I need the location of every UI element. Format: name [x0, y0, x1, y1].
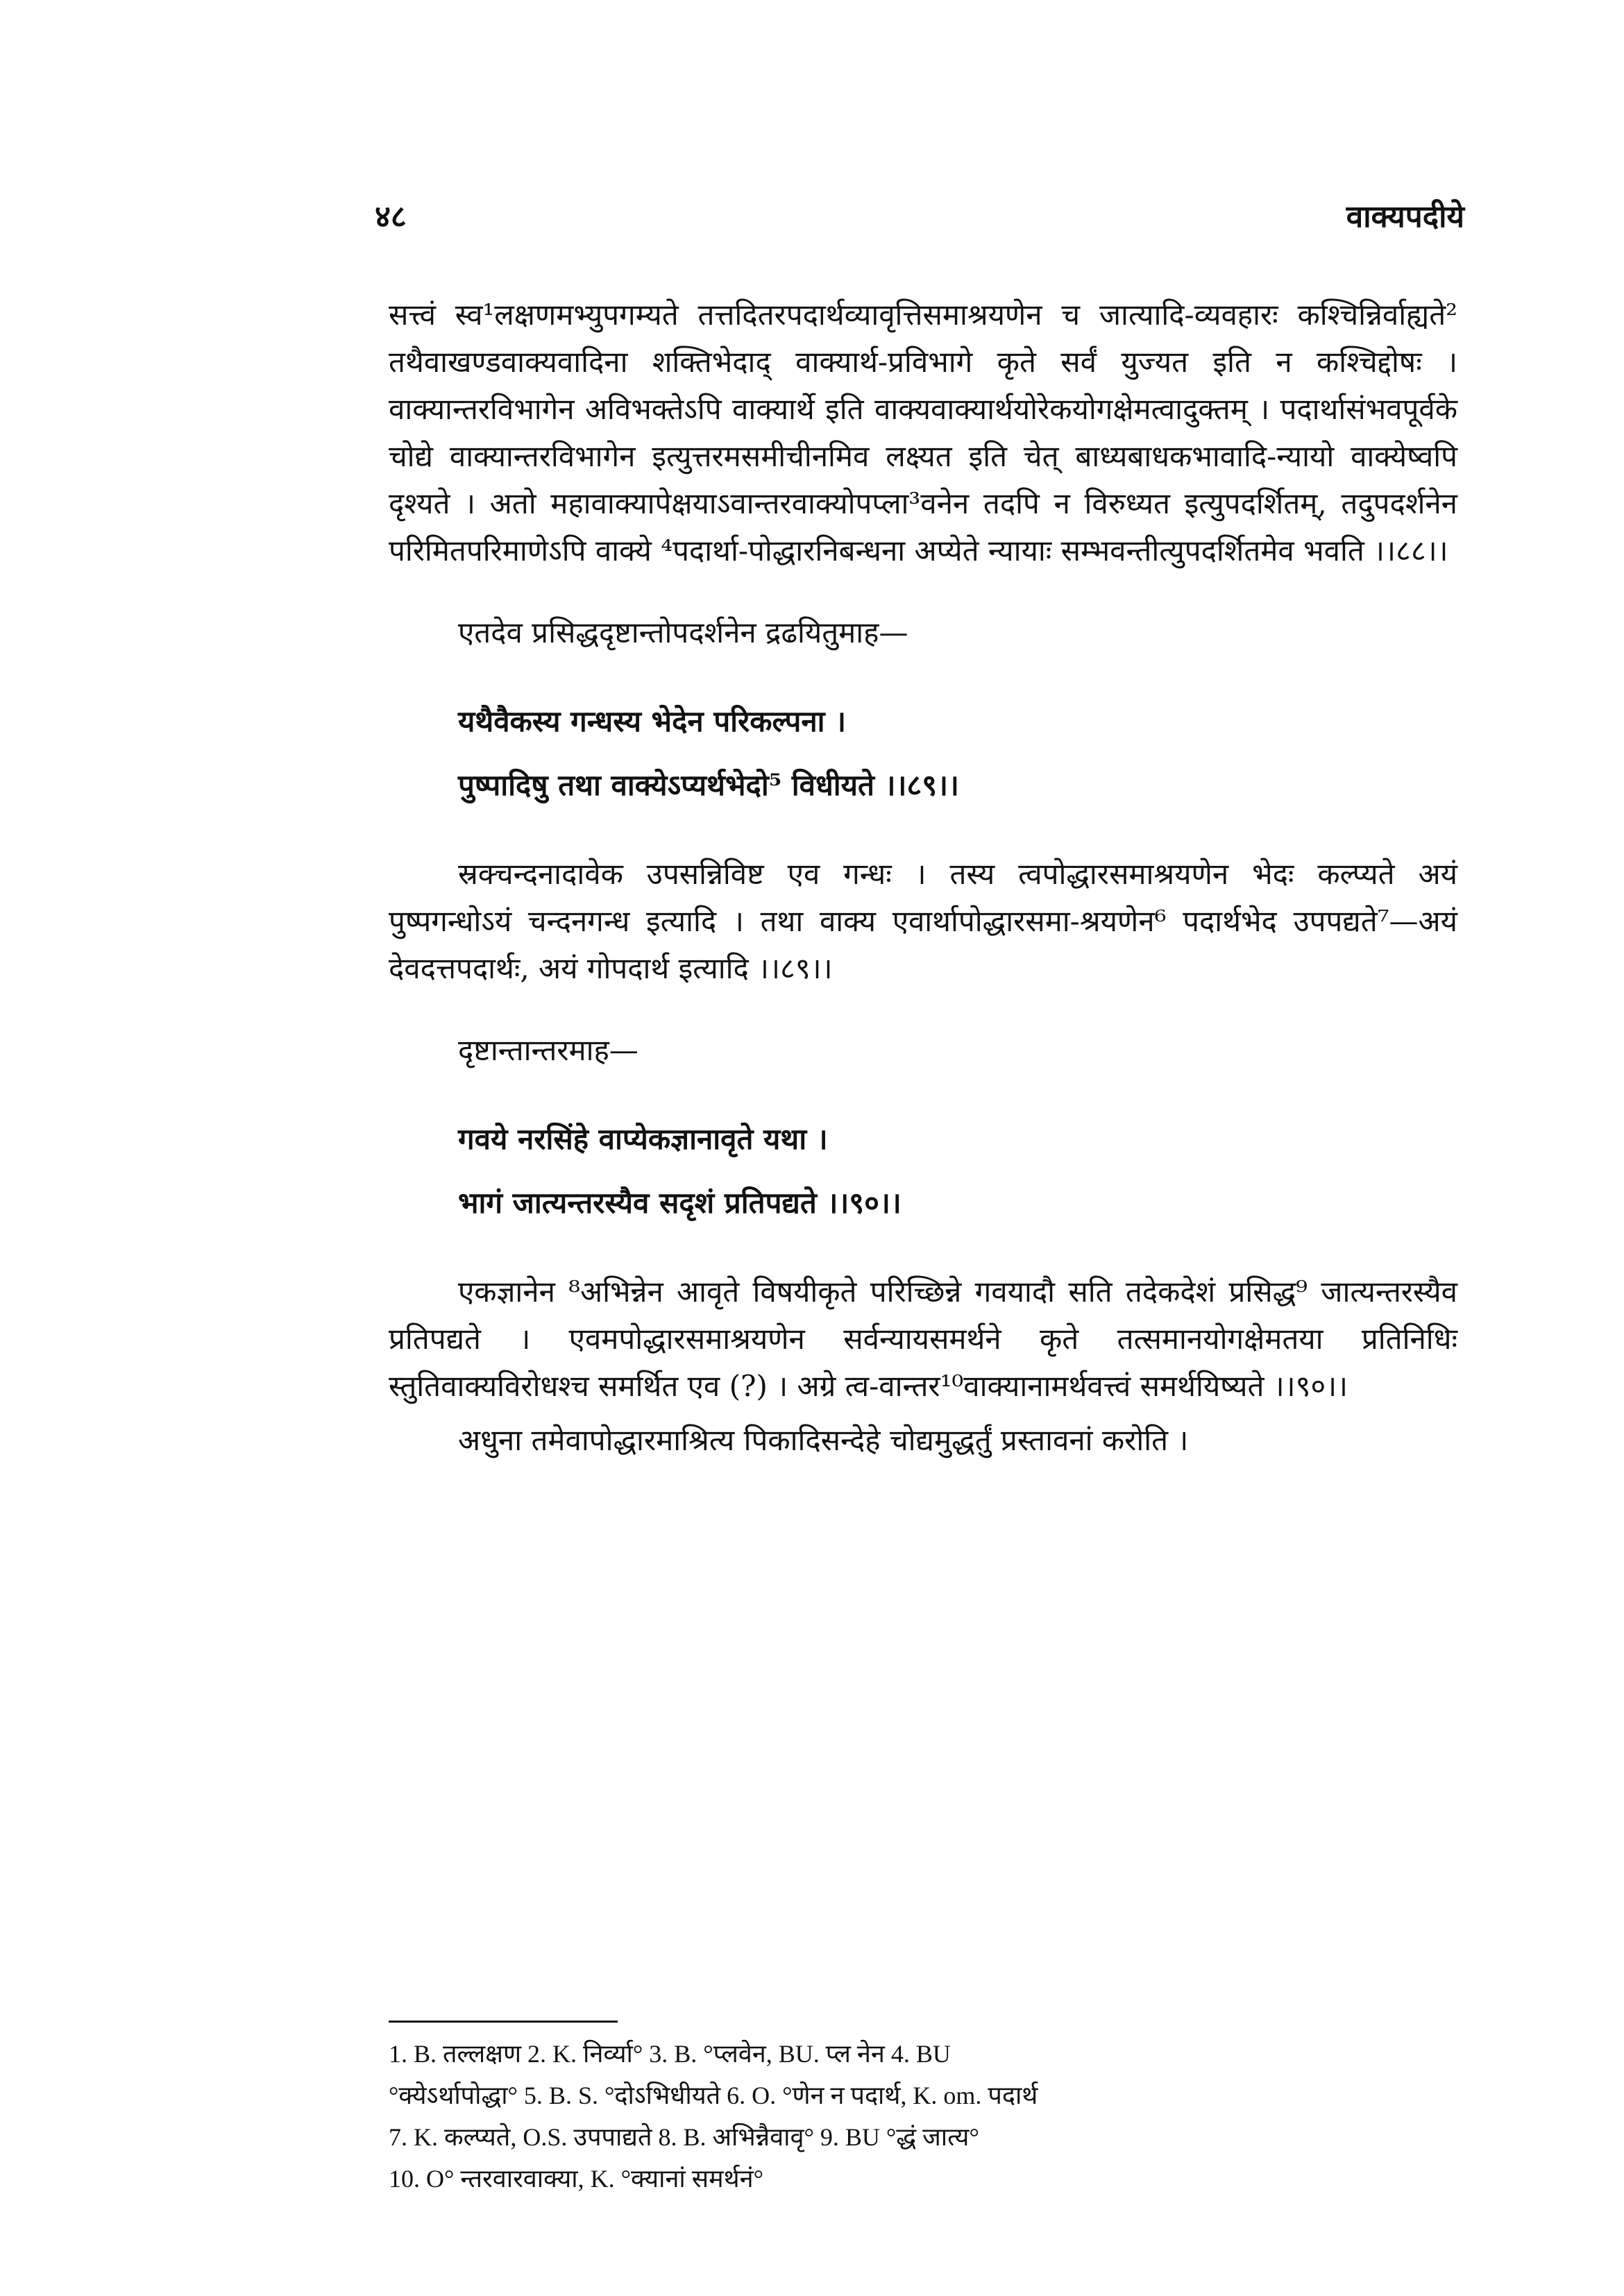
main-text	[389, 291, 1457, 1464]
footnote-line-1: 1. B. तल्लक्षण 2. K. निर्व्या° 3. B. °प्लवेन, BU. प्ल नेन 4. BU	[389, 2040, 951, 2068]
page-number: ४८	[375, 199, 407, 235]
footnote-divider	[389, 2021, 618, 2023]
verse-introduction-91: अधुना तमेवापोद्धारमाश्रित्य पिकादिसन्देहे चोद्यमुद्धर्तुं प्रस्तावनां करोति ।	[458, 1423, 1189, 1457]
commentary-paragraph-89: स्रक्चन्दनादावेक उपसन्निविष्ट एव गन्धः । तस्य त्वपोद्धारसमाश्रयणेन भेदः कल्प्यते अयं पुष्पगन्धोऽयं चन्दनगन्ध इत्यादि । तथा वाक्य एवार्थापोद्धारसमा-श्रयणेन⁶ पदार्थभेद उपपद्यते⁷—अयं देवदत्तपदार्थः, अयं गोपदार्थ इत्यादि ।।८९।।	[389, 857, 1457, 985]
page-header	[375, 194, 1464, 250]
verse-90-line-1: गवये नरसिंहे वाप्येकज्ञानावृते यथा ।	[458, 1122, 828, 1156]
commentary-paragraph-90: एकज्ञानेन ⁸अभिन्नेन आवृते विषयीकृते परिच्छिन्ने गवयादौ सति तदेकदेशं प्रसिद्ध⁹ जात्यन्तरस्यैव प्रतिपद्यते । एवमपोद्धारसमाश्रयणेन सर्वन्यायसमर्थने कृते तत्समानयोगक्षेमतया प्रतिनिधिः स्तुतिवाक्यविरोधश्च समर्थित एव (?) । अग्रे त्व-वान्तर¹⁰वाक्यानामर्थवत्त्वं समर्थयिष्यते ।।९०।।	[389, 1275, 1457, 1403]
verse-90	[458, 1107, 1457, 1235]
footnotes	[389, 2033, 1457, 2200]
verse-89-line-1: यथैवैकस्य गन्धस्य भेदेन परिकल्पना ।	[458, 704, 847, 738]
verse-introduction-90: दृष्टान्तान्तरमाह—	[458, 1033, 638, 1067]
verse-introduction-89: एतदेव प्रसिद्धदृष्टान्तोपदर्शनेन द्रढयितुमाह—	[458, 615, 908, 649]
footnote-line-3: 7. K. कल्प्यते, O.S. उपपाद्यते 8. B. अभिन्नैवावृ° 9. BU °द्धं जात्य°	[389, 2123, 979, 2151]
footnote-line-2: °क्येऽर्थापोद्धा° 5. B. S. °दोऽभिधीयते 6. O. °णेन न पदार्थ, K. om. पदार्थ	[389, 2082, 1038, 2109]
footnote-line-4: 10. O° न्तरवारवाक्या, K. °क्यानां समर्थनं°	[389, 2165, 764, 2193]
verse-90-line-2: भागं जात्यन्तरस्यैव सदृशं प्रतिपद्यते ।।९०।।	[458, 1186, 902, 1220]
commentary-paragraph-88: सत्त्वं स्व¹लक्षणमभ्युपगम्यते तत्तदितरपदार्थव्यावृत्तिसमाश्रयणेन च जात्यादि-व्यवहारः कश्चिन्निर्वाह्यते² तथैवाखण्डवाक्यवादिना शक्तिभेदाद् वाक्यार्थ-प्रविभागे कृते सर्वं युज्यत इति न कश्चिद्दोषः । वाक्यान्तरविभागेन अविभक्तेऽपि वाक्यार्थे इति वाक्यवाक्यार्थयोरेकयोगक्षेमत्वादुक्तम् । पदार्थासंभवपूर्वके चोद्ये वाक्यान्तरविभागेन इत्युत्तरमसमीचीनमिव लक्ष्यत इति चेत् बाध्यबाधकभावादि-न्यायो वाक्येष्वपि दृश्यते । अतो महावाक्यापेक्षयाऽवान्तरवाक्योपप्ला³वनेन तदपि न विरुध्यत इत्युपदर्शितम्, तदुपदर्शनेन परिमितपरिमाणेऽपि वाक्ये ⁴पदार्था-पोद्धारनिबन्धना अप्येते न्यायाः सम्भवन्तीत्युपदर्शितमेव भवति ।।८८।।	[389, 298, 1457, 568]
verse-89	[458, 690, 1457, 817]
verse-89-line-2: पुष्पादिषु तथा वाक्येऽप्यर्थभेदो⁵ विधीयते ।।८९।।	[458, 768, 959, 802]
running-title: वाक्यपदीये	[1346, 199, 1464, 235]
